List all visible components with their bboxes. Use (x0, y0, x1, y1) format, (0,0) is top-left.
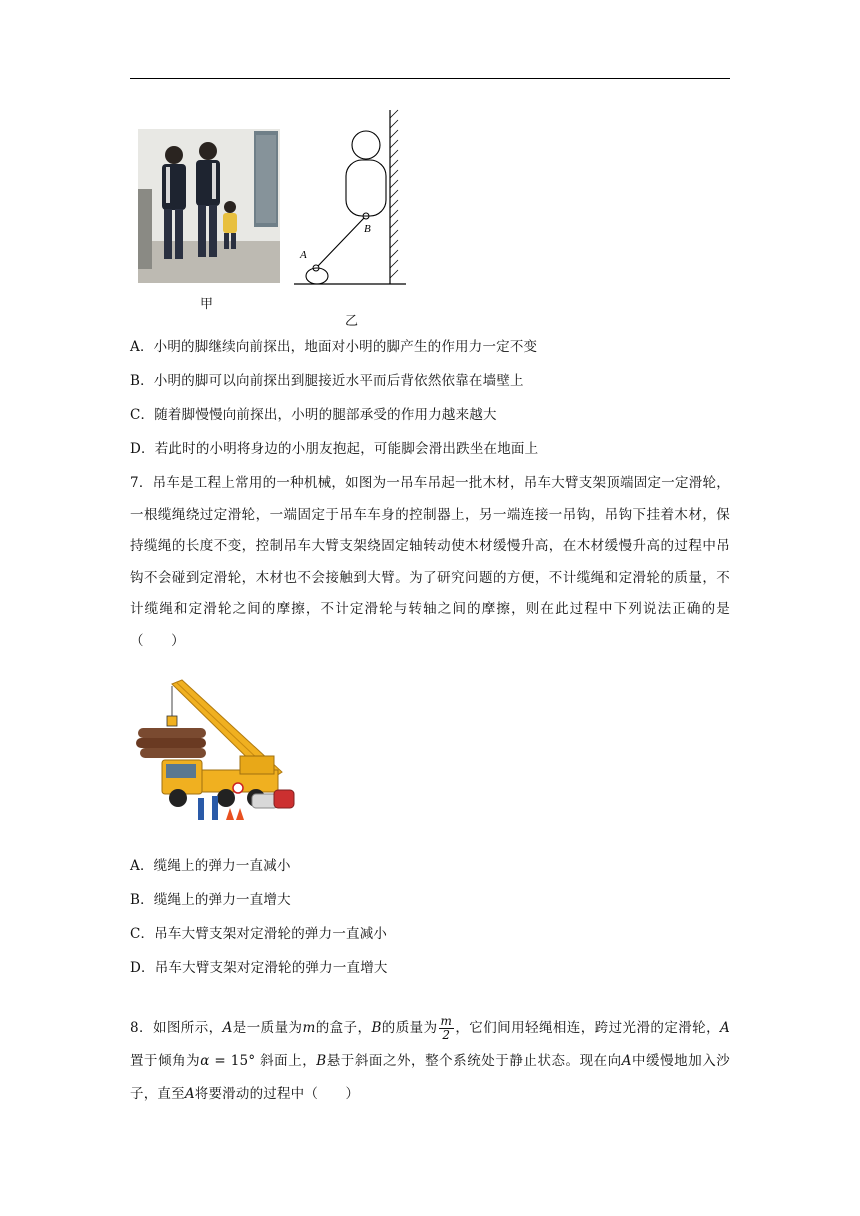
photo-jia (138, 129, 280, 283)
q7-option-b: B．缆绳上的弹力一直增大 (130, 892, 291, 908)
crane-image (132, 676, 302, 828)
q8-text-10: 将要滑动的过程中（ ） (194, 1086, 360, 1102)
q8-text-1: 8．如图所示， (130, 1020, 223, 1036)
q8-text-7: = 15° 斜面上， (209, 1053, 317, 1069)
q7-stem: 7．吊车是工程上常用的一种机械，如图为一吊车吊起一批木材，吊车大臂支架顶端固定一定滑轮，一根缆绳绕过定滑轮，一端固定于吊车车身的控制器上，另一端连接一吊钩，吊钩下挂着木材，保持缆绳的长度不变，控制吊车大臂支架绕固定轴转动使木材缓慢升高，在木材缓慢升高的过程中吊钩不会碰到定滑轮，木材也不会接触到大臂。为了研究问题的方便，不计缆绳和定滑轮的质量，不计缆绳和定滑轮之间的摩擦，不计定滑轮与转轴之间的摩擦，则在此过程中下列说法正确的是（ ） (130, 475, 730, 649)
q8-var-b-2: B (316, 1053, 327, 1069)
q8-var-b: B (371, 1020, 382, 1036)
q8-text-8: 悬于斜面之外，整个系统处于静止状态。现在向 (326, 1053, 622, 1069)
q8-text-9: 中缓慢地加入沙子，直至 (130, 1053, 730, 1102)
fraction-numerator: m (440, 1014, 453, 1028)
q8-var-a-4: A (184, 1086, 195, 1102)
q8-text-4: 的质量为 (381, 1020, 438, 1036)
caption-jia: 甲 (200, 297, 214, 312)
label-b: B (364, 223, 371, 235)
q6-option-d: D．若此时的小明将身边的小朋友抱起，可能脚会滑出跌坐在地面上 (130, 441, 539, 457)
q8-text-5: ，它们间用轻绳相连，跨过光滑的定滑轮， (455, 1020, 721, 1036)
mass-fraction (439, 1015, 455, 1042)
q8-var-a-3: A (621, 1053, 632, 1069)
q7-option-c: C．吊车大臂支架对定滑轮的弹力一直减小 (130, 926, 388, 942)
q8-var-m: m (302, 1020, 316, 1036)
q8-text-6: 置于倾角为 (130, 1053, 201, 1069)
caption-yi: 乙 (345, 314, 359, 329)
label-a: A (300, 249, 307, 261)
q7-option-d: D．吊车大臂支架对定滑轮的弹力一直增大 (130, 960, 388, 976)
q8-text-2: 是一质量为 (232, 1020, 303, 1036)
fraction-denominator: 2 (442, 1028, 451, 1042)
diagram-yi (290, 106, 410, 296)
q6-option-a: A．小明的脚继续向前探出，地面对小明的脚产生的作用力一定不变 (130, 339, 538, 355)
q6-option-b: B．小明的脚可以向前探出到腿接近水平而后背依然依靠在墙壁上 (130, 373, 524, 389)
q8-var-a: A (222, 1020, 233, 1036)
q8-var-a-2: A (720, 1020, 730, 1036)
q7-option-a: A．缆绳上的弹力一直减小 (130, 858, 291, 874)
q8-var-alpha: α (200, 1053, 210, 1069)
q6-option-c: C．随着脚慢慢向前探出，小明的腿部承受的作用力越来越大 (130, 407, 497, 423)
header-rule (130, 78, 730, 79)
q8-text-3: 的盒子， (315, 1020, 372, 1036)
q8-stem (130, 1012, 730, 1111)
